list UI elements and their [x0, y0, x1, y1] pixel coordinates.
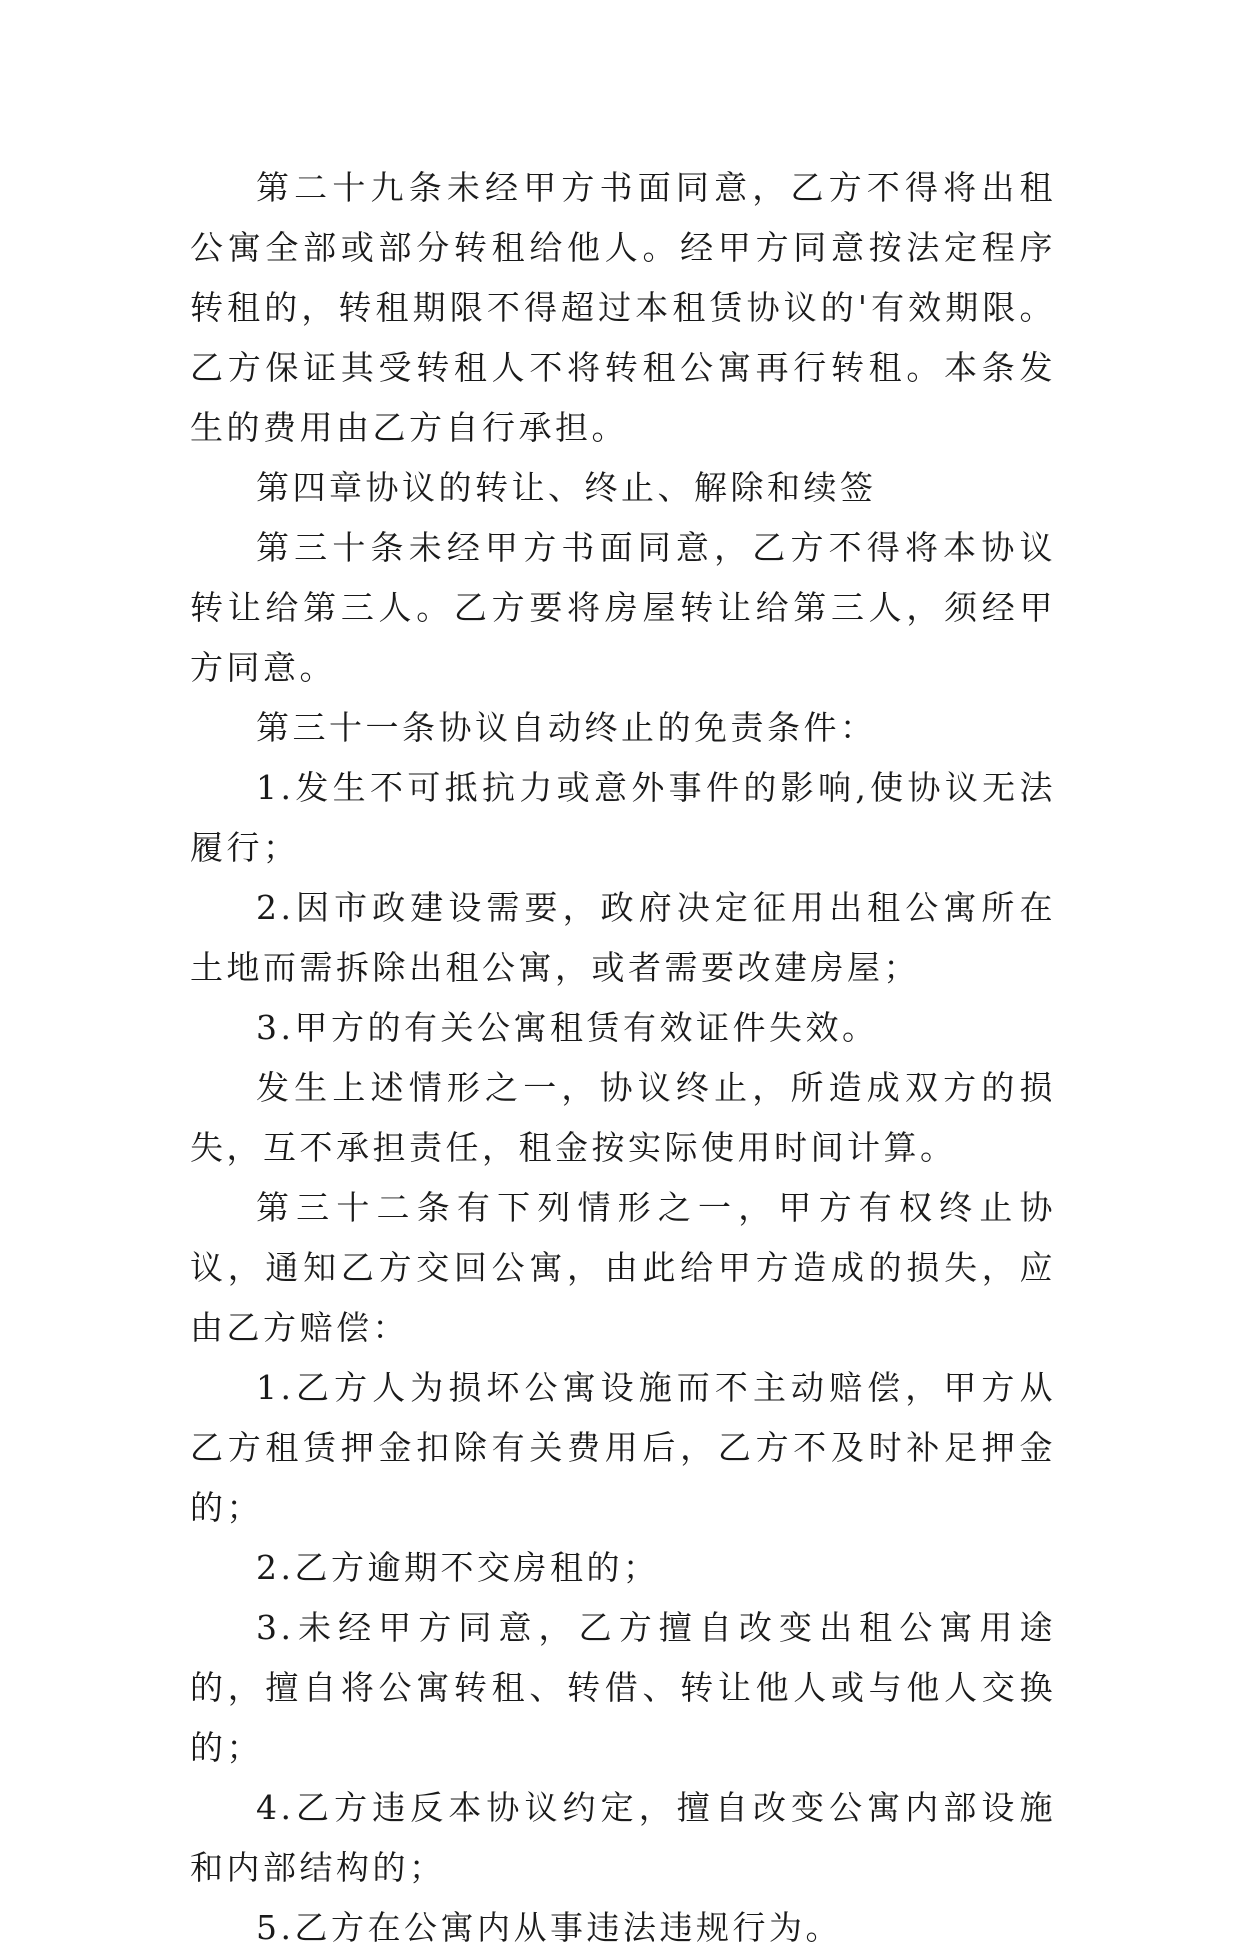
list-item: 2.因市政建设需要，政府决定征用出租公寓所在土地而需拆除出租公寓，或者需要改建房屋； [190, 888, 1056, 987]
list-item: 5.乙方在公寓内从事违法违规行为。 [256, 1908, 842, 1947]
list-item: 2.乙方逾期不交房租的； [256, 1548, 660, 1587]
paragraph-article-29: 第二十九条未经甲方书面同意，乙方不得将出租公寓全部或部分转租给他人。经甲方同意按法定程序转租的，转租期限不得超过本租赁协议的'有效期限。乙方保证其受转租人不将转租公寓再行转租。本条发生的费用由乙方自行承担。 [190, 168, 1056, 447]
paragraph-article-31: 第三十一条协议自动终止的免责条件： [256, 708, 877, 747]
list-item: 3.未经甲方同意，乙方擅自改变出租公寓用途的，擅自将公寓转租、转借、转让他人或与他人交换的； [190, 1608, 1056, 1767]
list-item: 3.甲方的有关公寓租赁有效证件失效。 [256, 1008, 879, 1047]
list-item: 4.乙方违反本协议约定，擅自改变公寓内部设施和内部结构的； [190, 1788, 1056, 1887]
document-body [190, 158, 1056, 1958]
list-item: 1.发生不可抵抗力或意外事件的影响,使协议无法履行； [190, 768, 1056, 867]
paragraph-termination-note: 发生上述情形之一，协议终止，所造成双方的损失，互不承担责任，租金按实际使用时间计算。 [190, 1068, 1056, 1167]
list-item: 1.乙方人为损坏公寓设施而不主动赔偿，甲方从乙方租赁押金扣除有关费用后，乙方不及时补足押金的； [190, 1368, 1056, 1527]
paragraph-article-30: 第三十条未经甲方书面同意，乙方不得将本协议转让给第三人。乙方要将房屋转让给第三人，须经甲方同意。 [190, 528, 1056, 687]
chapter-heading: 第四章协议的转让、终止、解除和续签 [256, 468, 877, 507]
paragraph-article-32: 第三十二条有下列情形之一，甲方有权终止协议，通知乙方交回公寓，由此给甲方造成的损失，应由乙方赔偿： [190, 1188, 1056, 1347]
